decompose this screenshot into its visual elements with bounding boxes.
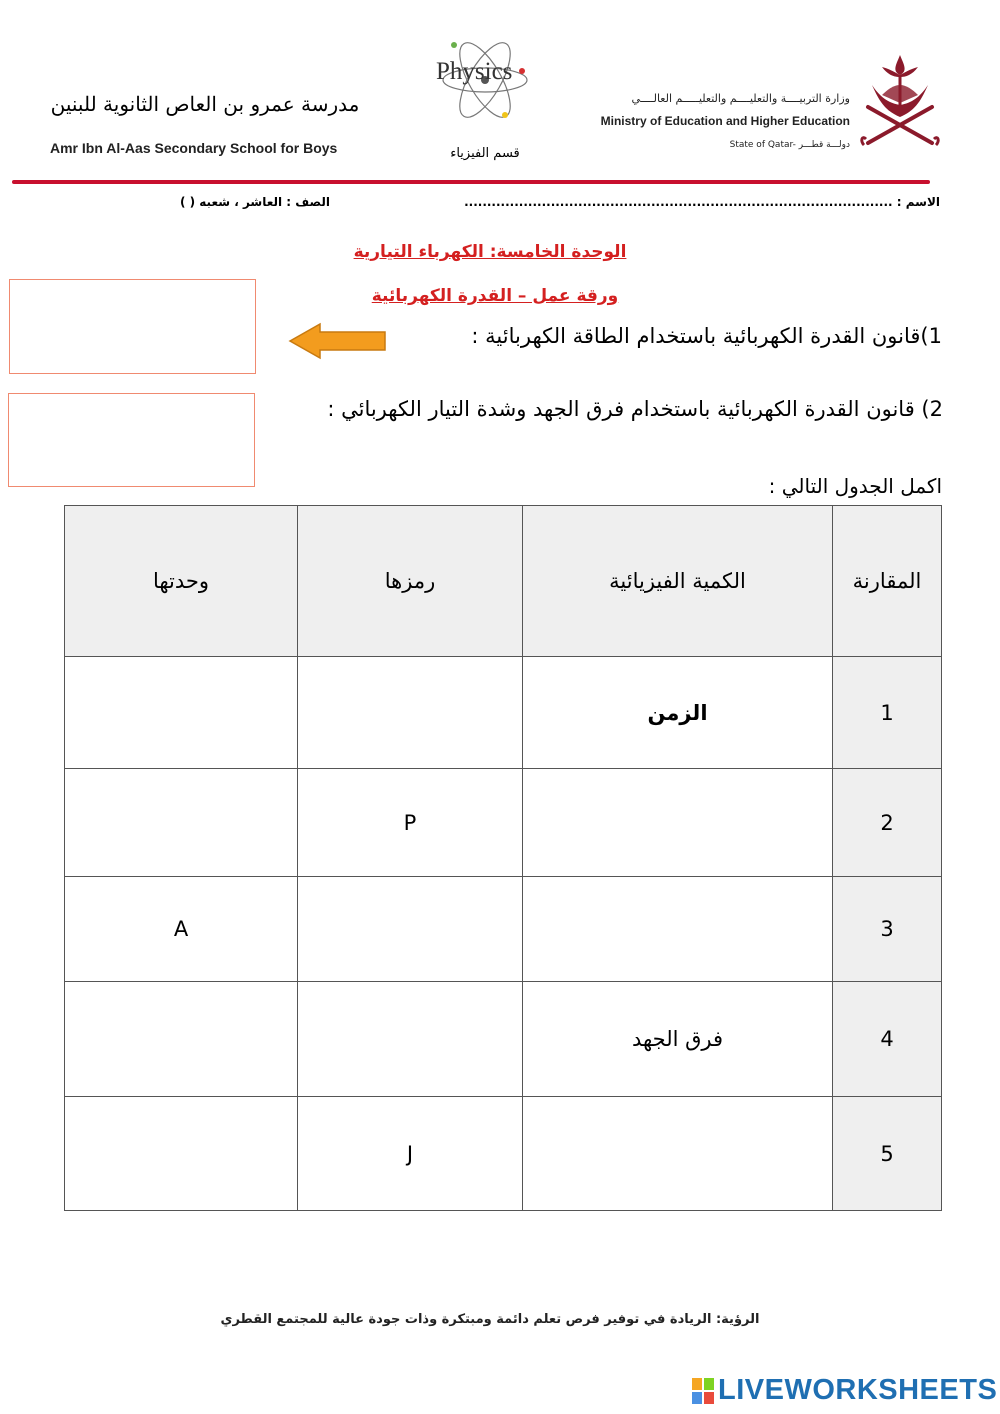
arrow-left-icon <box>288 322 388 360</box>
table-row <box>65 1097 942 1211</box>
ministry-name-arabic: وزارة التربيــــة والتعليــــم والتعليـــــم العالــــي <box>631 92 850 105</box>
qatar-emblem-icon <box>860 45 940 155</box>
cell-symbol[interactable]: J <box>298 1097 523 1211</box>
table-row <box>65 877 942 982</box>
class-section-field[interactable]: الصف : العاشر ، شعبه ( ) <box>179 195 330 209</box>
student-name-field[interactable]: الاسم : .............................................................................................. <box>464 195 940 209</box>
unit-title: الوحدة الخامسة: الكهرباء التيارية <box>353 242 627 262</box>
cell-number: 2 <box>833 769 942 877</box>
cell-number: 4 <box>833 982 942 1097</box>
cell-quantity[interactable]: فرق الجهد <box>523 982 833 1097</box>
table-row <box>65 982 942 1097</box>
table-instruction: اكمل الجدول التالي : <box>768 474 942 498</box>
cell-number: 1 <box>833 657 942 769</box>
cell-unit[interactable] <box>65 769 298 877</box>
header-comparison: المقارنة <box>833 506 942 657</box>
cell-symbol[interactable] <box>298 877 523 982</box>
cell-unit[interactable] <box>65 657 298 769</box>
cell-unit[interactable] <box>65 982 298 1097</box>
question-1: 1)قانون القدرة الكهربائية باستخدام الطاقة الكهربائية : <box>471 324 942 348</box>
vision-statement: الرؤية: الريادة في توفير فرص تعلم دائمة ومبتكرة وذات جودة عالية للمجتمع القطري <box>220 1312 760 1327</box>
question-2: 2) قانون القدرة الكهربائية باستخدام فرق الجهد وشدة التيار الكهربائي : <box>327 397 943 421</box>
comparison-table <box>64 505 942 1211</box>
header-symbol: رمزها <box>298 506 523 657</box>
cell-quantity[interactable] <box>523 1097 833 1211</box>
answer-box-q1[interactable] <box>9 279 256 374</box>
cell-quantity[interactable] <box>523 877 833 982</box>
school-name-arabic: مدرسة عمرو بن العاص الثانوية للبنين <box>50 92 360 116</box>
liveworksheets-watermark[interactable]: LIVEWORKSHEETS <box>718 1374 998 1406</box>
header-unit: وحدتها <box>65 506 298 657</box>
state-name: State of Qatar- دولـــة قطـــر <box>729 140 850 150</box>
answer-box-q2[interactable] <box>8 393 255 487</box>
header-divider <box>12 180 930 184</box>
cell-unit[interactable] <box>65 1097 298 1211</box>
header-quantity: الكمية الفيزيائية <box>523 506 833 657</box>
liveworksheets-logo-icon <box>692 1378 714 1404</box>
table-row <box>65 769 942 877</box>
cell-number: 5 <box>833 1097 942 1211</box>
ministry-name-english: Ministry of Education and Higher Education <box>600 114 850 128</box>
cell-symbol[interactable] <box>298 982 523 1097</box>
cell-symbol[interactable] <box>298 657 523 769</box>
table-header-row <box>65 506 942 657</box>
cell-symbol[interactable]: P <box>298 769 523 877</box>
physics-logo-text: Physics <box>436 58 513 85</box>
department-name: قسم الفيزياء <box>450 146 520 161</box>
table-row <box>65 657 942 769</box>
cell-quantity[interactable] <box>523 769 833 877</box>
cell-unit[interactable]: A <box>65 877 298 982</box>
cell-quantity[interactable]: الزمن <box>523 657 833 769</box>
worksheet-title: ورقة عمل – القدرة الكهربائية <box>371 286 619 306</box>
school-name-english: Amr Ibn Al-Aas Secondary School for Boys <box>50 140 338 156</box>
cell-number: 3 <box>833 877 942 982</box>
